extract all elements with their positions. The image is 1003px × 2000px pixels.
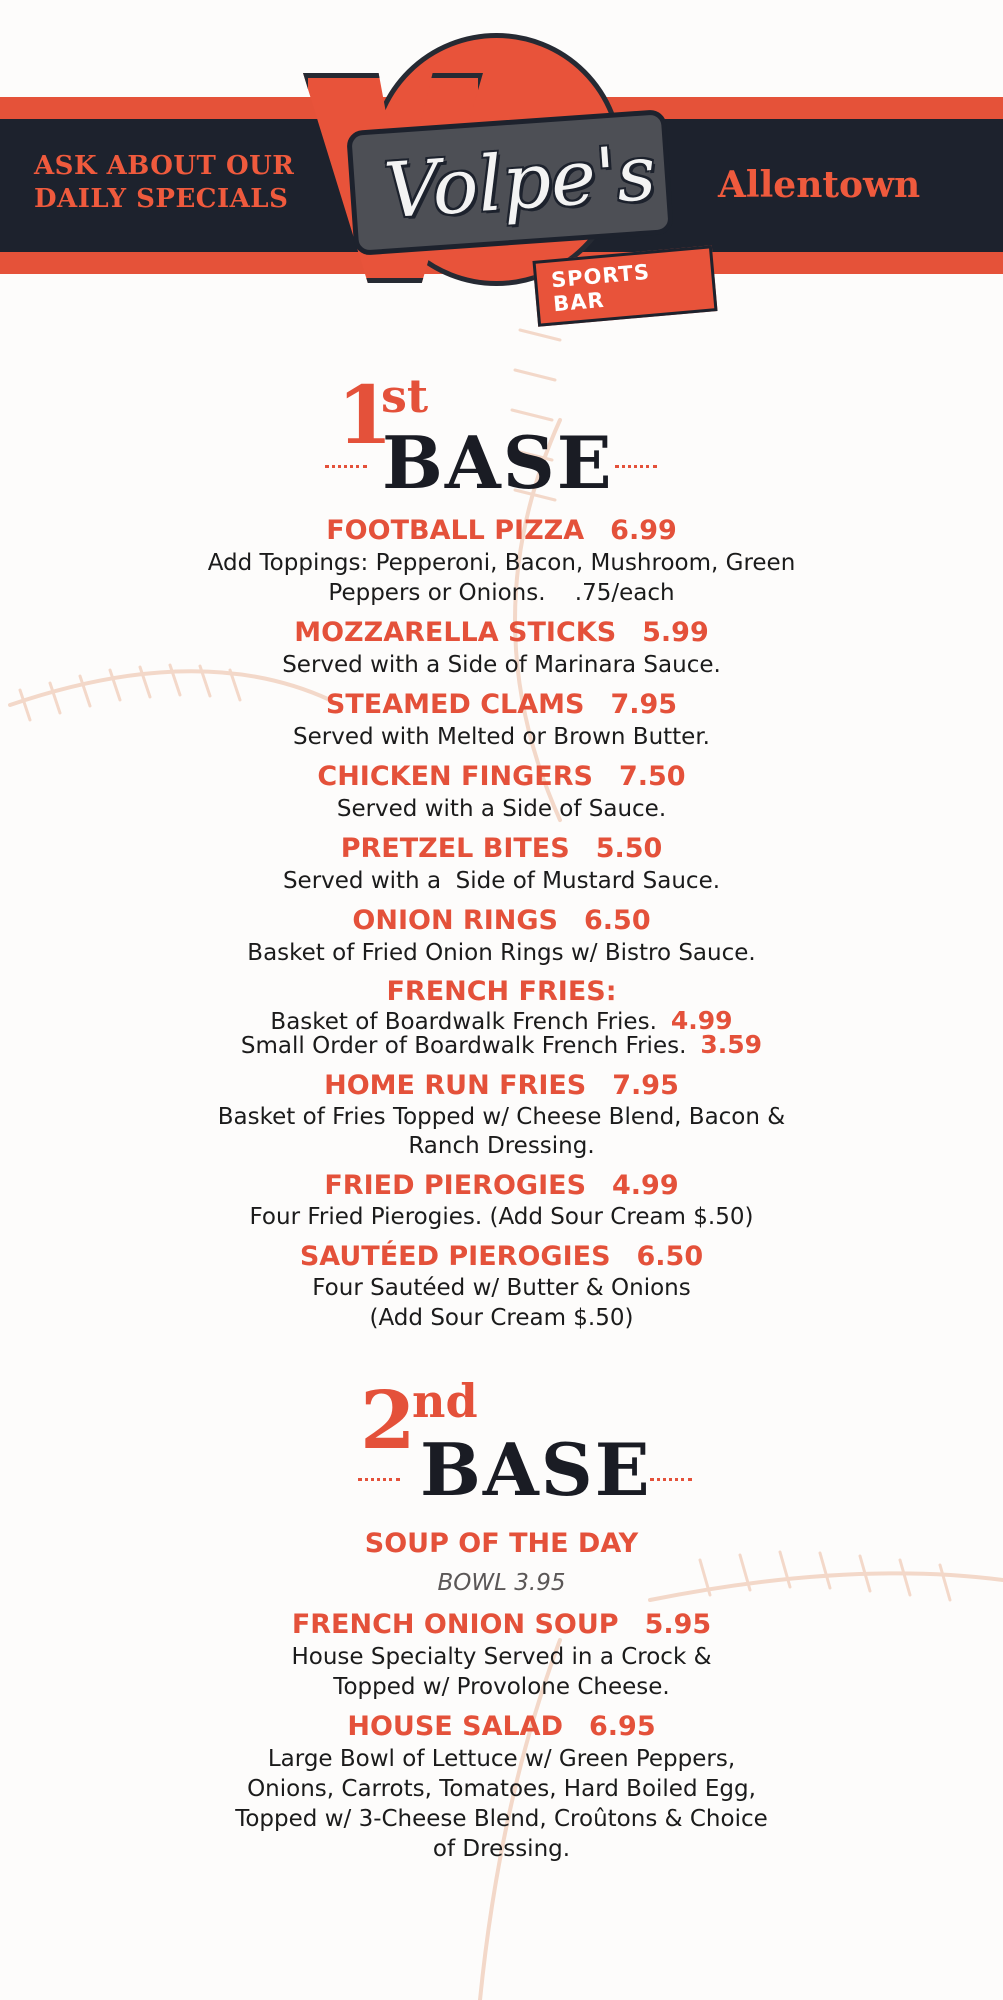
second-base-heading (360, 1373, 700, 1512)
option-text: Basket of Boardwalk French Fries. (270, 1009, 657, 1035)
daily-specials-notice (34, 150, 324, 216)
item-name: FRIED PIEROGIES (324, 1170, 587, 1201)
menu-item-title (0, 905, 1003, 937)
item-description: Served with a Side of Mustard Sauce. (282, 868, 721, 894)
divider-dots-left (325, 465, 367, 468)
item-price: 5.99 (642, 617, 709, 648)
item-description: Topped w/ Provolone Cheese. (333, 1674, 670, 1700)
menu-item-title (0, 833, 1003, 865)
item-price: 6.99 (610, 515, 677, 546)
logo-sports-bar-tag: SPORTS BAR (532, 245, 717, 326)
item-description: House Specialty Served in a Crock & (291, 1644, 712, 1670)
menu-item-title (0, 1609, 1003, 1641)
section-title: BASE (382, 420, 614, 505)
menu-item-title (0, 761, 1003, 793)
section-number: 2 (360, 1373, 416, 1467)
menu-item-title (0, 689, 1003, 721)
menu-item-title: SOUP OF THE DAY (364, 1528, 639, 1559)
item-name: STEAMED CLAMS (325, 689, 585, 720)
option-price: 3.59 (700, 1030, 763, 1059)
item-description: Peppers or Onions. .75/each (328, 580, 675, 606)
logo-wordmark: Volpe's (381, 127, 659, 236)
section-ordinal: nd (412, 1374, 478, 1428)
volpes-logo (295, 25, 715, 325)
menu-item-title (0, 1711, 1003, 1743)
item-price: 4.99 (612, 1170, 679, 1201)
item-description: Four Sautéed w/ Butter & Onions (312, 1275, 691, 1301)
item-description: Served with a Side of Sauce. (336, 796, 667, 822)
menu-item-title (0, 515, 1003, 547)
item-description: of Dressing. (432, 1836, 571, 1862)
item-description: Add Toppings: Pepperoni, Bacon, Mushroom, Green (207, 550, 796, 576)
item-name: FOOTBALL PIZZA (326, 515, 585, 546)
item-price: 6.95 (589, 1711, 656, 1742)
item-description: Basket of Fried Onion Rings w/ Bistro Sauce. (247, 940, 756, 966)
item-description: Ranch Dressing. (408, 1133, 595, 1159)
item-name: PRETZEL BITES (340, 833, 570, 864)
option-text: Small Order of Boardwalk French Fries. (240, 1033, 687, 1059)
section-number: 1 (337, 368, 393, 462)
item-description: (Add Sour Cream $.50) (369, 1305, 634, 1331)
item-price: 6.50 (636, 1241, 704, 1272)
location-city: Allentown (718, 164, 921, 206)
item-name: FRENCH ONION SOUP (291, 1609, 619, 1640)
item-name: ONION RINGS (352, 905, 558, 936)
divider-dots-right (650, 1478, 692, 1481)
menu-item-title (0, 976, 1003, 1008)
divider-dots-right (615, 465, 657, 468)
item-price: 5.95 (644, 1609, 712, 1640)
item-name: SAUTÉED PIEROGIES (299, 1241, 611, 1272)
menu-item-title (0, 1241, 1003, 1273)
menu-item-title (0, 1170, 1003, 1202)
item-description: Onions, Carrots, Tomatoes, Hard Boiled Egg, (247, 1776, 756, 1802)
item-price: 7.95 (610, 689, 678, 720)
specials-line-1: ASK ABOUT OUR (34, 151, 295, 181)
first-base-heading (325, 368, 665, 505)
item-description: Basket of Fries Topped w/ Cheese Blend, Bacon & (217, 1104, 786, 1130)
item-price: 6.50 (583, 905, 651, 936)
item-name: MOZZARELLA STICKS (294, 617, 617, 648)
item-name: HOUSE SALAD (347, 1711, 563, 1742)
item-option (0, 1030, 1003, 1061)
section-ordinal: st (381, 369, 429, 423)
item-name: HOME RUN FRIES (324, 1070, 587, 1101)
item-price: 5.50 (595, 833, 663, 864)
option-price: 4.99 (670, 1006, 733, 1035)
menu-item-title (0, 617, 1003, 649)
divider-dots-left (358, 1478, 400, 1481)
item-description: Four Fried Pierogies. (Add Sour Cream $.50) (249, 1204, 754, 1230)
item-price: 7.95 (612, 1070, 679, 1101)
item-name: FRENCH FRIES: (386, 976, 617, 1007)
item-name: CHICKEN FINGERS (317, 761, 593, 792)
soup-bowl-price: BOWL 3.95 (437, 1570, 566, 1596)
item-description: Topped w/ 3-Cheese Blend, Croûtons & Choice (235, 1806, 768, 1832)
item-description: Large Bowl of Lettuce w/ Green Peppers, (267, 1746, 736, 1772)
item-description: Served with Melted or Brown Butter. (293, 724, 710, 750)
menu-item-title (0, 1070, 1003, 1102)
section-title: BASE (420, 1427, 652, 1512)
specials-line-2: DAILY SPECIALS (34, 184, 289, 214)
item-price: 7.50 (618, 761, 686, 792)
item-description: Served with a Side of Marinara Sauce. (282, 652, 721, 678)
